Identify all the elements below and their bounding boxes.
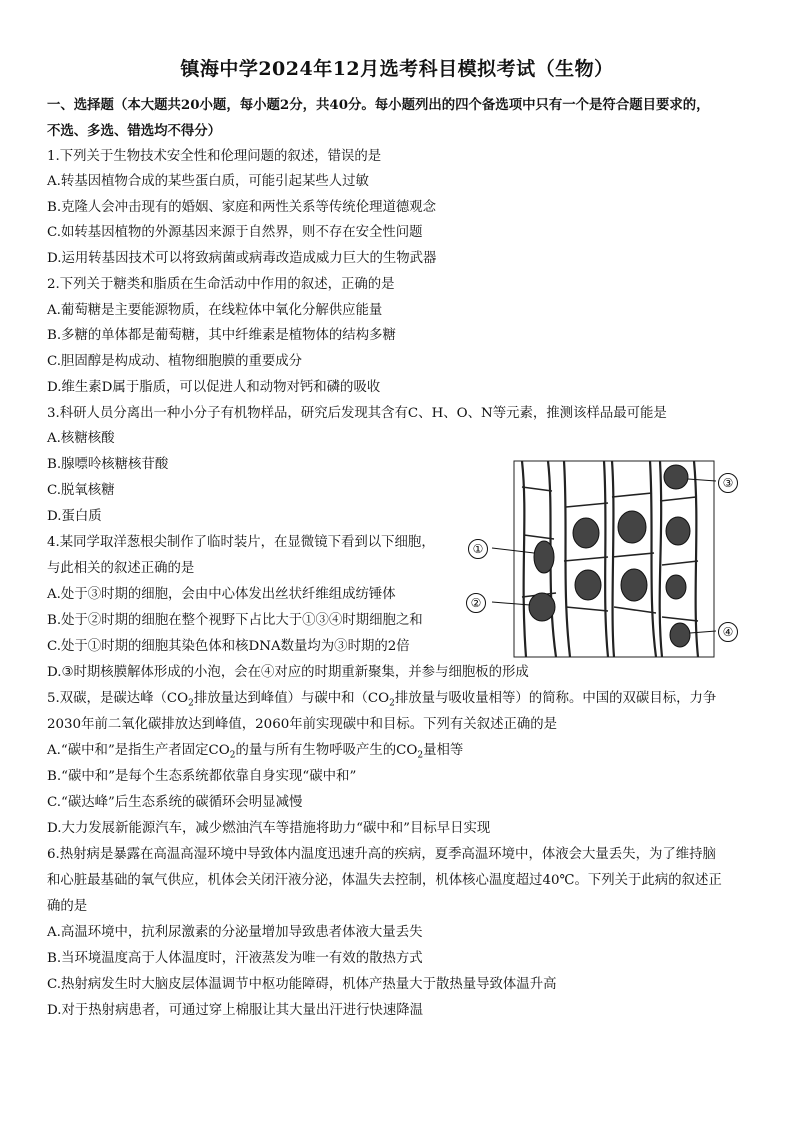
q5-stem-line-2: 2030年前二氧化碳排放达到峰值，2060年前实现碳中和目标。下列有关叙述正确的是 — [47, 717, 558, 732]
subscript-2: 2 — [389, 698, 395, 709]
subscript-2: 2 — [417, 750, 424, 761]
q6-option-a: A.高温环境中，抗利尿激素的分泌量增加导致患者体液大量丢失 — [47, 925, 423, 940]
q5-stem-part-a: 5.双碳，是碳达峰（CO — [47, 691, 189, 706]
q2-option-d: D.维生素D属于脂质，可以促进人和动物对钙和磷的吸收 — [47, 380, 381, 395]
q5-option-a — [47, 742, 463, 765]
q3-option-b: B.腺嘌呤核糖核苷酸 — [47, 457, 169, 472]
q3-option-c: C.脱氧核糖 — [47, 483, 115, 498]
q6-stem-line-2: 和心脏最基础的氧气供应，机体会关闭汗液分泌，体温失去控制，机体核心温度超过40℃。下列关于此病的叙述正 — [47, 873, 722, 888]
q4-option-d: D.③时期核膜解体形成的小泡，会在④对应的时期重新聚集，并参与细胞板的形成 — [47, 665, 529, 680]
q3-option-d: D.蛋白质 — [47, 509, 102, 524]
section-heading-line-1: 一、选择题（本大题共20小题，每小题2分，共40分。每小题列出的四个备选项中只有一个是符合题目要求的， — [47, 97, 710, 113]
label-circle-1: ① — [468, 539, 488, 559]
label-circle-2: ② — [466, 593, 486, 613]
q5-option-c: C.“碳达峰”后生态系统的碳循环会明显减慢 — [47, 795, 303, 810]
q4-option-b: B.处于②时期的细胞在整个视野下占比大于①③④时期细胞之和 — [47, 613, 423, 628]
q3-stem: 3.科研人员分离出一种小分子有机物样品，研究后发现其含有C、H、O、N等元素，推测该样品最可能是 — [47, 406, 667, 421]
label-circle-3: ③ — [718, 473, 738, 493]
q6-option-c: C.热射病发生时大脑皮层体温调节中枢功能障碍，机体产热量大于散热量导致体温升高 — [47, 977, 557, 992]
q2-option-c: C.胆固醇是构成动、植物细胞膜的重要成分 — [47, 354, 303, 369]
q3-option-a: A.核糖核酸 — [47, 431, 115, 446]
q6-stem-line-3: 确的是 — [47, 899, 88, 914]
q2-option-a: A.葡萄糖是主要能源物质，在线粒体中氧化分解供应能量 — [47, 303, 383, 318]
q1-option-d: D.运用转基因技术可以将致病菌或病毒改造成威力巨大的生物武器 — [47, 251, 437, 266]
q1-stem: 1.下列关于生物技术安全性和伦理问题的叙述，错误的是 — [47, 149, 382, 164]
q2-option-b: B.多糖的单体都是葡萄糖，其中纤维素是植物体的结构多糖 — [47, 328, 396, 343]
q5-option-a-part-c: 量相等 — [423, 743, 464, 758]
q4-option-c: C.处于①时期的细胞其染色体和核DNA数量均为③时期的2倍 — [47, 639, 410, 654]
q4-stem-line-2: 与此相关的叙述正确的是 — [47, 561, 195, 576]
q5-stem-part-b: 排放量达到峰值）与碳中和（CO — [193, 691, 390, 706]
q6-option-b: B.当环境温度高于人体温度时，汗液蒸发为唯一有效的散热方式 — [47, 951, 423, 966]
q5-option-d: D.大力发展新能源汽车，减少燃油汽车等措施将助力“碳中和”目标早日实现 — [47, 821, 491, 836]
micrograph-drawing — [462, 457, 747, 662]
q4-option-a: A.处于③时期的细胞，会由中心体发出丝状纤维组成纺锤体 — [47, 587, 396, 602]
subscript-2: 2 — [188, 698, 194, 709]
exam-title: 镇海中学2024年12月选考科目模拟考试（生物） — [180, 58, 614, 80]
q2-stem: 2.下列关于糖类和脂质在生命活动中作用的叙述，正确的是 — [47, 277, 395, 292]
q1-option-b: B.克隆人会冲击现有的婚姻、家庭和两性关系等传统伦理道德观念 — [47, 200, 437, 215]
q5-option-b: B.“碳中和”是每个生态系统都依靠自身实现“碳中和” — [47, 769, 357, 784]
q1-option-a: A.转基因植物合成的某些蛋白质，可能引起某些人过敏 — [47, 174, 369, 189]
q6-stem-line-1: 6.热射病是暴露在高温高湿环境中导致体内温度迅速升高的疾病，夏季高温环境中，体液会大量丢失，为了维持脑 — [47, 847, 716, 862]
q4-stem-line-1: 4.某同学取洋葱根尖制作了临时装片，在显微镜下看到以下细胞， — [47, 535, 435, 550]
subscript-2: 2 — [229, 750, 236, 761]
q5-option-a-part-b: 的量与所有生物呼吸产生的CO — [235, 743, 418, 758]
section-heading-line-2: 不选、多选、错选均不得分） — [47, 123, 222, 139]
onion-root-tip-micrograph — [462, 457, 747, 662]
q5-stem-line-1 — [47, 690, 716, 713]
q5-stem-part-c: 排放量与吸收量相等）的简称。中国的双碳目标，力争 — [394, 691, 717, 706]
q5-option-a-part-a: A.“碳中和”是指生产者固定CO — [47, 743, 230, 758]
q1-option-c: C.如转基因植物的外源基因来源于自然界，则不存在安全性问题 — [47, 225, 423, 240]
label-circle-4: ④ — [718, 622, 738, 642]
q6-option-d: D.对于热射病患者，可通过穿上棉服让其大量出汗进行快速降温 — [47, 1003, 424, 1018]
